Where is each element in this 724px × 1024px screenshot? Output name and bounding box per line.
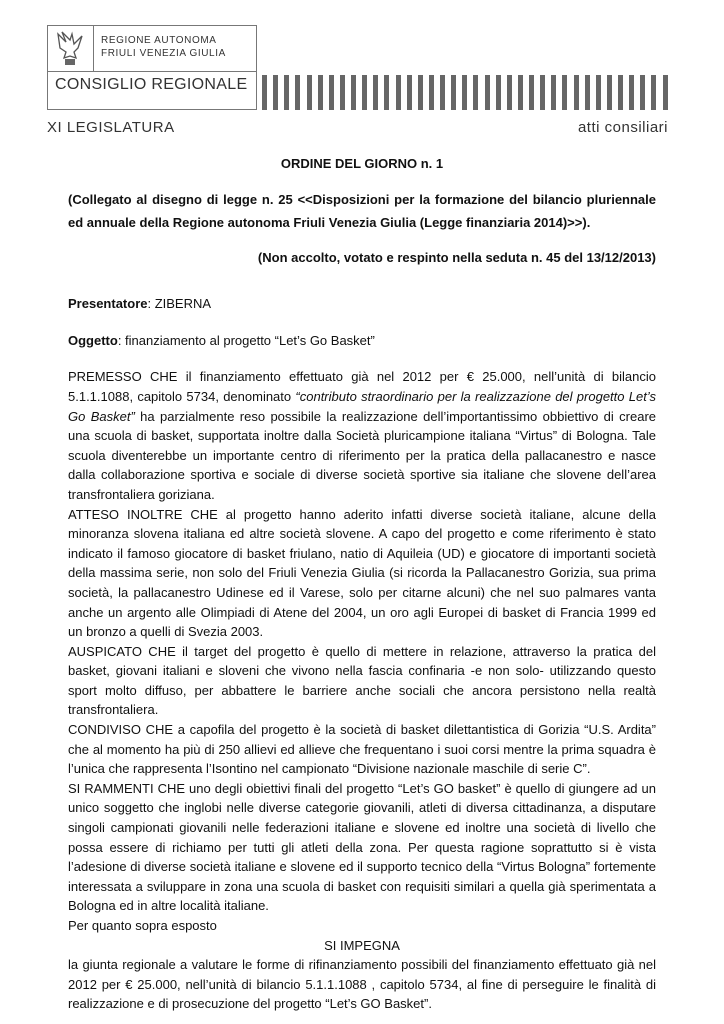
paragraph-auspicato: AUSPICATO CHE il target del progetto è quello di mettere in relazione, attraverso la pratica del basket, giovani italiani e sloveni che vivono nella fascia confinaria -e non solo- utilizzando questo sport molto diffuso, per abbattere le barriere anche sociali che ancora persistono nella realtà transfrontaliera.: [68, 643, 656, 718]
barcode-bar: [507, 75, 512, 110]
barcode-decoration: [262, 75, 668, 110]
letterhead-box: [47, 25, 257, 110]
council-name: CONSIGLIO REGIONALE: [55, 76, 248, 93]
region-name: [101, 34, 226, 60]
barcode-bar: [429, 75, 434, 110]
outcome-note: (Non accolto, votato e respinto nella seduta n. 45 del 13/12/2013): [257, 249, 656, 265]
text: ha parzialmente reso possibile la realizzazione dell’importantissimo obbiettivo di creare una scuola di basket, supportata inoltre dalla Società pluricampione italiana “Virtus” di Bologna. Tale scuola diventerebbe un importante centro di riferimento per la pratica della pallacanestro e nasce dalla collaborazione sportiva e sociale di diverse società sportive sia italiane che slovene dell’area transfrontaliera goriziana.: [68, 408, 657, 502]
barcode-bar: [329, 75, 334, 110]
barcode-bar: [640, 75, 645, 110]
barcode-bar: [562, 75, 567, 110]
region-line-2: FRIULI VENEZIA GIULIA: [101, 48, 226, 59]
barcode-bar: [351, 75, 356, 110]
barcode-bar: [496, 75, 501, 110]
barcode-bar: [318, 75, 323, 110]
paragraph-rammenti: SI RAMMENTI CHE uno degli obiettivi finali del progetto “Let’s GO basket” è quello di giungere ad un unico soggetto che inglobi nelle diverse categorie giovanili, atleti di diversa cittadinanza, a disputare singoli campionati giovanili nelle federazioni italiane e slovene ed inoltre una società di livello che possa essere di richiamo per tutti gli atleti della zona. Per questa ragione soprattutto si è vista l’adesione di diverse società italiane e slovene ed il supporto tecnico della “Virtus Bologna” fortemente interessata a sviluppare in zona una scuola di basket con requisiti similari a quella già sperimentata a Bologna ed in altre località italiane.: [68, 780, 656, 914]
barcode-bar: [540, 75, 545, 110]
barcode-bar: [384, 75, 389, 110]
letterhead-top: [48, 26, 256, 72]
barcode-bar: [529, 75, 534, 110]
barcode-bar: [596, 75, 601, 110]
barcode-bar: [473, 75, 478, 110]
eagle-emblem-icon: [48, 26, 94, 71]
paragraph-condiviso: CONDIVISO CHE a capofila del progetto è la società di basket dilettantistica di Gorizia “U.S. Ardita” che al momento ha più di 250 allievi ed allieve che frequentano i suoi corsi mentre la prima squadra è l’unica che rappresenta l’Isontino nel campionato “Divisione nazionale maschile di serie C”.: [68, 722, 656, 777]
barcode-bar: [396, 75, 401, 110]
subject-label: Oggetto: [68, 332, 118, 348]
presenter: [68, 294, 656, 314]
barcode-bar: [485, 75, 490, 110]
presenter-label: Presentatore: [68, 296, 148, 312]
barcode-bar: [574, 75, 579, 110]
barcode-bar: [273, 75, 278, 110]
paragraph-esposto: Per quanto sopra esposto: [68, 918, 217, 933]
italic-text: “contributo straordinario per la realizzazione del progetto Let’s Go Basket”: [68, 388, 656, 424]
text: PREMESSO CHE il finanziamento effettuato già nel 2012 per € 25.000, nell’unità di bilancio 5.1.1.1088, capitolo 5734, denominato: [68, 369, 656, 404]
subject-value: : finanziamento al progetto “Let’s Go Basket”: [117, 332, 375, 348]
barcode-bar: [629, 75, 634, 110]
barcode-bar: [607, 75, 612, 110]
barcode-bar: [262, 75, 267, 110]
barcode-bar: [462, 75, 467, 110]
linked-bill: (Collegato al disegno di legge n. 25 <<Disposizioni per la formazione del bilancio pluriennale ed annuale della Regione autonoma Friuli Venezia Giulia (Legge finanziaria 2014)>>).: [68, 191, 656, 230]
barcode-bar: [373, 75, 378, 110]
barcode-bar: [518, 75, 523, 110]
legislature-label: XI LEGISLATURA: [47, 119, 175, 136]
paragraph-premesso: [68, 367, 656, 504]
barcode-bar: [585, 75, 590, 110]
barcode-bar: [651, 75, 656, 110]
barcode-bar: [418, 75, 423, 110]
barcode-bar: [451, 75, 456, 110]
barcode-bar: [551, 75, 556, 110]
barcode-bar: [440, 75, 445, 110]
paragraph-impegna: la giunta regionale a valutare le forme di rifinanziamento possibili del finanziamento effettuato già nel 2012 per € 25.000, nell’unità di bilancio 5.1.1.1088 , capitolo 5734, al fine di perseguire le finalità di realizzazione e di prosecuzione del progetto “Let’s GO Basket”.: [68, 957, 656, 1012]
barcode-bar: [284, 75, 289, 110]
presenter-value: : ZIBERNA: [147, 296, 212, 312]
section-label: atti consiliari: [577, 119, 668, 136]
barcode-bar: [407, 75, 412, 110]
document-body: [68, 154, 656, 1014]
barcode-bar: [618, 75, 623, 110]
region-line-1: REGIONE AUTONOMA: [101, 35, 217, 46]
barcode-bar: [663, 75, 668, 110]
subject: [68, 331, 656, 351]
paragraph-atteso: ATTESO INOLTRE CHE al progetto hanno aderito infatti diverse società italiane, alcune della minoranza slovena italiana ed altre società slovene. A capo del progetto e come riferimento è stato indicato il famoso giocatore di basket friulano, natio di Aquileia (UD) e giocatore di importanti società della massima serie, non solo del Friuli Venezia Giulia (si ricorda la Pallacanestro Gorizia, sua prima società, la pallacanestro Udinese ed il Varese, solo per citarne alcuni) che nel suo palmares vanta anche un argento alle Olimpiadi di Atene del 2004, un oro agli Europei di basket di Francia 1999 ed un bronzo a quelli di Svezia 2003.: [68, 506, 656, 640]
barcode-bar: [307, 75, 312, 110]
barcode-bar: [295, 75, 300, 110]
document-title: ORDINE DEL GIORNO n. 1: [280, 156, 444, 171]
barcode-bar: [362, 75, 367, 110]
commit-heading: SI IMPEGNA: [324, 937, 400, 953]
barcode-bar: [340, 75, 345, 110]
